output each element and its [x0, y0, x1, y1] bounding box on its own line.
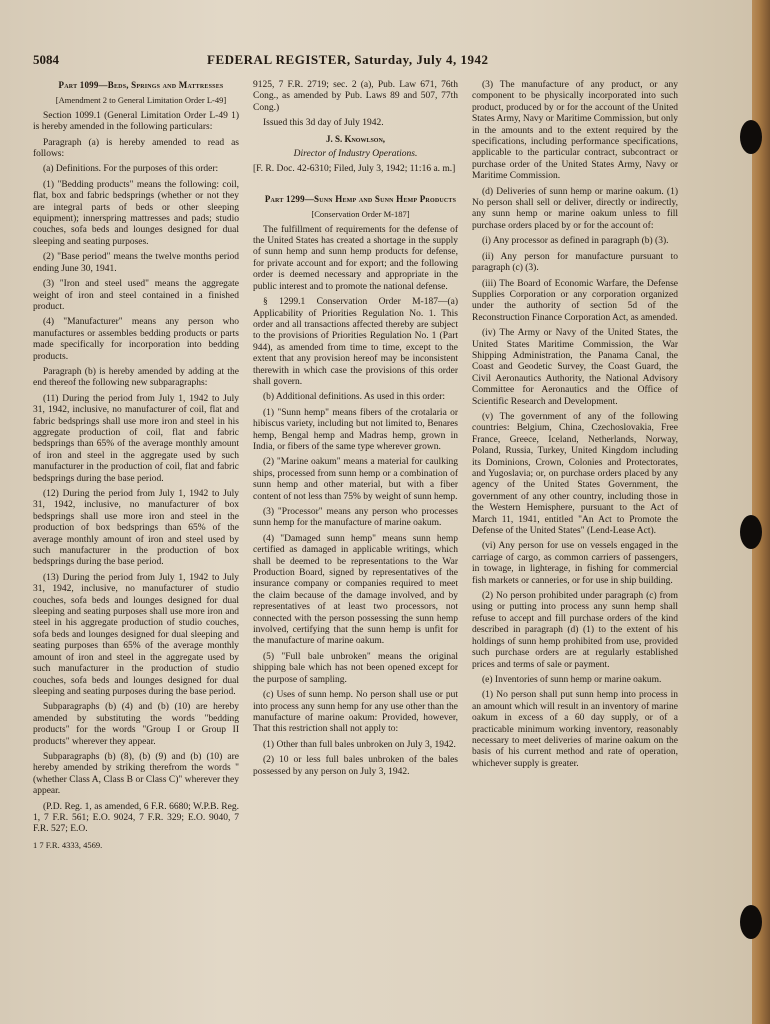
- paragraph: (3) "Iron and steel used" means the aggregate weight of iron and steel contained in a finished product.: [33, 279, 239, 312]
- column-2: [253, 80, 458, 782]
- amendment-note: [Amendment 2 to General Limitation Order L-49]: [55, 95, 227, 106]
- paragraph: (d) Deliveries of sunn hemp or marine oakum. (1) No person shall sell or deliver, directly or indirectly, any sunn hemp or marine oakum unless to fill purchase orders placed by or for the account of:: [472, 186, 678, 231]
- running-head: FEDERAL REGISTER, Saturday, July 4, 1942: [207, 52, 489, 67]
- paragraph: (4) "Manufacturer" means any person who manufactures or assembles bedding products or parts made specifically for incorporation into bedding products.: [33, 317, 239, 362]
- column-1: [33, 80, 239, 855]
- paragraph: (4) "Damaged sunn hemp" means sunn hemp certified as damaged in applicable writings, which shall be deemed to be representations to the War Production Board, signed by representatives of the insurance company or companies required to meet the claim because of the damage involved, and by representatives of at least two processors, not connected with the person possessing the sunn hemp involved, certifying that the sunn hemp is unfit for the manufacture of marine oakum.: [253, 533, 458, 647]
- section-spacer: [253, 180, 458, 194]
- citation-continued: 9125, 7 F.R. 2719; sec. 2 (a), Pub. Law 671, 76th Cong., as amended by Pub. Laws 89 and 507, 77th Cong.): [253, 80, 458, 113]
- column-3: [472, 80, 678, 774]
- binder-hole: [740, 515, 762, 549]
- binder-hole: [740, 120, 762, 154]
- document-filing-note: [F. R. Doc. 42-6310; Filed, July 3, 1942; 11:16 a. m.]: [253, 164, 456, 175]
- part-heading: Part 1099—Beds, Springs and Mattresses: [58, 80, 224, 90]
- paragraph: (3) "Processor" means any person who processes sunn hemp for the manufacture of marine oakum.: [253, 507, 458, 529]
- order-note: [Conservation Order M-187]: [311, 209, 410, 220]
- paragraph: (ii) Any person for manufacture pursuant to paragraph (c) (3).: [472, 251, 678, 274]
- binder-hole: [740, 905, 762, 939]
- paragraph: (2) "Base period" means the twelve months period ending June 30, 1941.: [33, 252, 239, 274]
- paragraph: (2) 10 or less full bales unbroken of the bales possessed by any person on July 3, 1942.: [253, 755, 458, 777]
- paragraph: (b) Additional definitions. As used in this order:: [263, 392, 446, 403]
- paragraph: § 1299.1 Conservation Order M-187—(a) Applicability of Priorities Regulation No. 1. This order and all transactions affected thereby are subject to the provisions of Priorities Regulation No. 1 (Part 944), as amended from time to time, except to the extent that any provision hereof may be inconsistent therewith in which case the provisions of this order shall govern.: [253, 297, 458, 387]
- paragraph: (e) Inventories of sunn hemp or marine oakum.: [482, 674, 662, 685]
- part-heading: Part 1299—Sunn Hemp and Sunn Hemp Products: [264, 193, 457, 204]
- footnote: 1 7 F.R. 4333, 4569.: [33, 839, 103, 850]
- paragraph: (1) Other than full bales unbroken on July 3, 1942.: [263, 739, 456, 750]
- page-number: 5084: [33, 52, 59, 67]
- paragraph: (v) The government of any of the following countries: Belgium, China, Czechoslovakia, Free France, Greece, Iceland, Netherlands, Norway, Poland, Russia, Turkey, United Kingdom including its Dominions, Crown, Colonies and Protectorates, and Yugoslavia; or, on purchase orders placed by any agency of the United States Government, the government of any other country, including those in the Western Hemisphere, pursuant to the Act of March 11, 1941, entitled "An Act to Promote the Defense of the United States" (Lend-Lease Act).: [472, 411, 678, 537]
- paragraph: Subparagraphs (b) (8), (b) (9) and (b) (10) are hereby amended by striking therefrom the words "(whether Class A, Class B or Class C)" wherever they appear.: [33, 751, 239, 797]
- paragraph: (2) "Marine oakum" means a material for caulking ships, processed from sunn hemp or a combination of sunn hemp and other material, but with a fiber content of not less than 75% by weight of sunn hemp.: [253, 457, 458, 502]
- paragraph: (3) The manufacture of any product, or any component to be physically incorporated into such product, produced by or for the account of the United States Army, Navy or Maritime Commission, but only in the amounts and to the extent required by the specifications, including performance specifications, applicable to the particular contract, subcontract or purchase order of the United States Army, Navy or Maritime Commission.: [472, 80, 678, 182]
- paragraph: Subparagraphs (b) (4) and (b) (10) are hereby amended by substituting the words "bedding products" for the words "Group I or Group II products" wherever they appear.: [33, 702, 239, 747]
- citation: (P.D. Reg. 1, as amended, 6 F.R. 6680; W.P.B. Reg. 1, 7 F.R. 561; E.O. 9024, 7 F.R. 329; E.O. 9040, 7 F.R. 527; E.O.: [33, 801, 239, 835]
- issued-date: Issued this 3d day of July 1942.: [263, 118, 384, 129]
- page-edge: [752, 0, 770, 1024]
- paragraph: The fulfillment of requirements for the defense of the United States has created a shortage in the supply of sunn hemp and sunn hemp products for defense, for private account and for export; and the following order is deemed necessary and appropriate in the public interest and to promote the national defense.: [253, 224, 458, 292]
- paragraph: (c) Uses of sunn hemp. No person shall use or put into process any sunn hemp for any use other than the manufacture of marine oakum: Provided, however, That this restriction shall not apply to:: [253, 690, 458, 735]
- paragraph: (1) No person shall put sunn hemp into process in an amount which will result in an inventory of marine oakum in excess of a 60 day supply, or of a practicable minimum working inventory, reasonably necessary to meet deliveries of marine oakum on the basis of his current method and rate of operation, whichever supply is greater.: [472, 690, 678, 769]
- paragraph: (1) "Sunn hemp" means fibers of the crotalaria or hibiscus variety, including but not limited to, Benares hemp, Bengal hemp and Madras hemp, grown in India, or fibers of the same type wherever grown.: [253, 407, 458, 452]
- paragraph: (2) No person prohibited under paragraph (c) from using or putting into process any sunn hemp shall refuse to accept and fill purchase orders of the kind described in paragraph (d) (1) to the extent of his holdings of sunn hemp prohibited from use, provided such purchase orders are at regularly established prices and terms of sale or payment.: [472, 591, 678, 670]
- paragraph: (1) "Bedding products" means the following: coil, flat, box and fabric bedsprings (whether or not they are integral parts of beds or other sleeping equipment); innerspring mattresses and pads; studio couches, sofa beds and lounges designed for dual sleeping and seating purposes.: [33, 179, 239, 247]
- paragraph: (vi) Any person for use on vessels engaged in the carriage of cargo, as common carriers of passengers, in towage, in lighterage, in fishing for commercial fish markets or canneries, or for use in ship building.: [472, 541, 678, 586]
- signatory-title: Director of Industry Operations.: [293, 149, 418, 160]
- paragraph: (iii) The Board of Economic Warfare, the Defense Supplies Corporation or any corporation organized under the authority of section 5d of the Reconstruction Finance Corporation Act, as amended.: [472, 278, 678, 323]
- paragraph: (iv) The Army or Navy of the United States, the United States Maritime Commission, the War Shipping Administration, the Panama Canal, the Coast and Geodetic Survey, the Coast Guard, the Civil Aeronautics Authority, the National Advisory Committee for Aeronautics and the Office of Scientific Research and Development.: [472, 328, 678, 407]
- paragraph: (5) "Full bale unbroken" means the original shipping bale which has not been opened except for the purpose of sampling.: [253, 651, 458, 685]
- paragraph: Paragraph (b) is hereby amended by adding at the end thereof the following new subparagraphs:: [33, 366, 239, 389]
- paragraph: (11) During the period from July 1, 1942 to July 31, 1942, inclusive, no manufacturer of coil, flat and fabric bedsprings shall use more iron and steel in his aggregate production of coil, flat and fabric bedsprings than 65% of the average monthly amount of iron and steel in the aggregate used by such manufacturer in the production of coil, flat and fabric bedsprings during the base period.: [33, 393, 239, 484]
- paragraph: Paragraph (a) is hereby amended to read as follows:: [33, 137, 239, 160]
- paragraph: (13) During the period from July 1, 1942 to July 31, 1942, inclusive, no manufacturer of studio couches, sofa beds and lounges designed for dual sleeping and seating purposes shall use more iron and steel in his aggregate production of studio couches, sofa beds and lounges designed for dual sleeping and seating purposes than 65% of the average monthly amount of iron and steel in the aggregate used by such manufacturer in the production of studio couches, sofa beds and lounges designed for dual sleeping and seating purposes during the base period.: [33, 572, 239, 697]
- signatory-name: J. S. Knowlson,: [325, 133, 386, 144]
- paragraph: (12) During the period from July 1, 1942 to July 31, 1942, inclusive, no manufacturer of box bedsprings shall use more iron and steel in the production of box bedsprings than 65% of the average monthly amount of iron and steel used by such manufacturer in the production of box bedsprings during the base period.: [33, 489, 239, 568]
- paragraph: (i) Any processor as defined in paragraph (b) (3).: [482, 236, 669, 247]
- paragraph: (a) Definitions. For the purposes of this order:: [43, 164, 219, 175]
- page-header: [33, 52, 733, 70]
- paragraph: Section 1099.1 (General Limitation Order L-49 1) is hereby amended in the following particulars:: [33, 110, 239, 133]
